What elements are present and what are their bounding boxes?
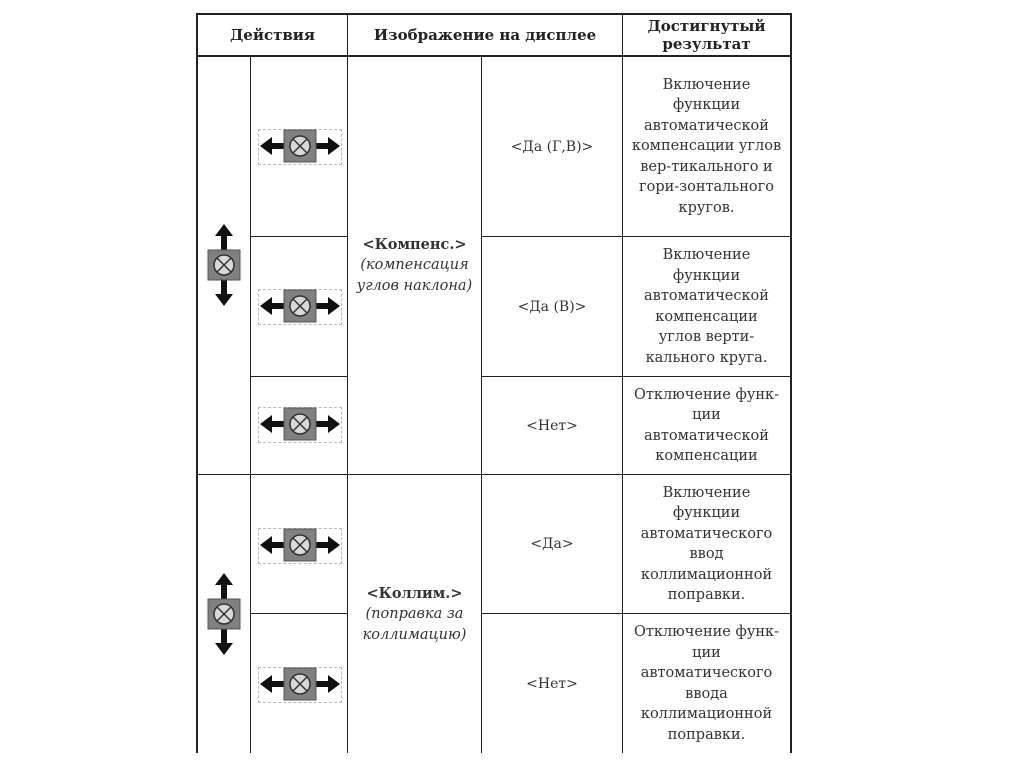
header-display: Изображение на дисплее bbox=[373, 26, 597, 44]
header-result: Достигнутый результат bbox=[647, 17, 766, 53]
mode-name: <Коллим.> bbox=[366, 584, 463, 602]
display-value: <Да> bbox=[530, 536, 574, 552]
four-way-arrow-icon bbox=[205, 571, 243, 657]
mode-compensation bbox=[348, 57, 481, 474]
left-right-arrow-icon bbox=[258, 666, 342, 702]
left-right-arrow-icon bbox=[258, 406, 342, 442]
mode-name: <Компенс.> bbox=[362, 236, 467, 253]
display-value: <Нет> bbox=[526, 417, 578, 434]
result-text: Отключение функ-ции автоматической компенсации bbox=[634, 386, 779, 464]
result-text: Отключение функ-ции автоматического ввода коллимационной поправки. bbox=[634, 624, 779, 743]
result-text: Включение функции автоматической компенсации углов вер-тикального и гори-зонтального кругов. bbox=[631, 76, 782, 216]
mode-collimation bbox=[348, 475, 481, 753]
display-value: <Нет> bbox=[526, 675, 578, 692]
four-way-arrow-icon bbox=[205, 222, 243, 308]
mode-description: (поправка за коллимацию) bbox=[362, 605, 467, 643]
result-text: Включение функции автоматического ввод коллимационной поправки. bbox=[640, 484, 773, 603]
display-value: <Да (Г,В)> bbox=[510, 138, 594, 155]
header-actions: Действия bbox=[229, 26, 316, 44]
result-text: Включение функции автоматической компенсации углов верти-кального круга. bbox=[644, 247, 769, 366]
left-right-arrow-icon bbox=[258, 527, 342, 563]
left-right-arrow-icon bbox=[258, 128, 342, 164]
left-right-arrow-icon bbox=[258, 288, 342, 324]
display-value: <Да (В)> bbox=[517, 298, 587, 315]
mode-description: (компенсация углов наклона) bbox=[356, 257, 473, 294]
